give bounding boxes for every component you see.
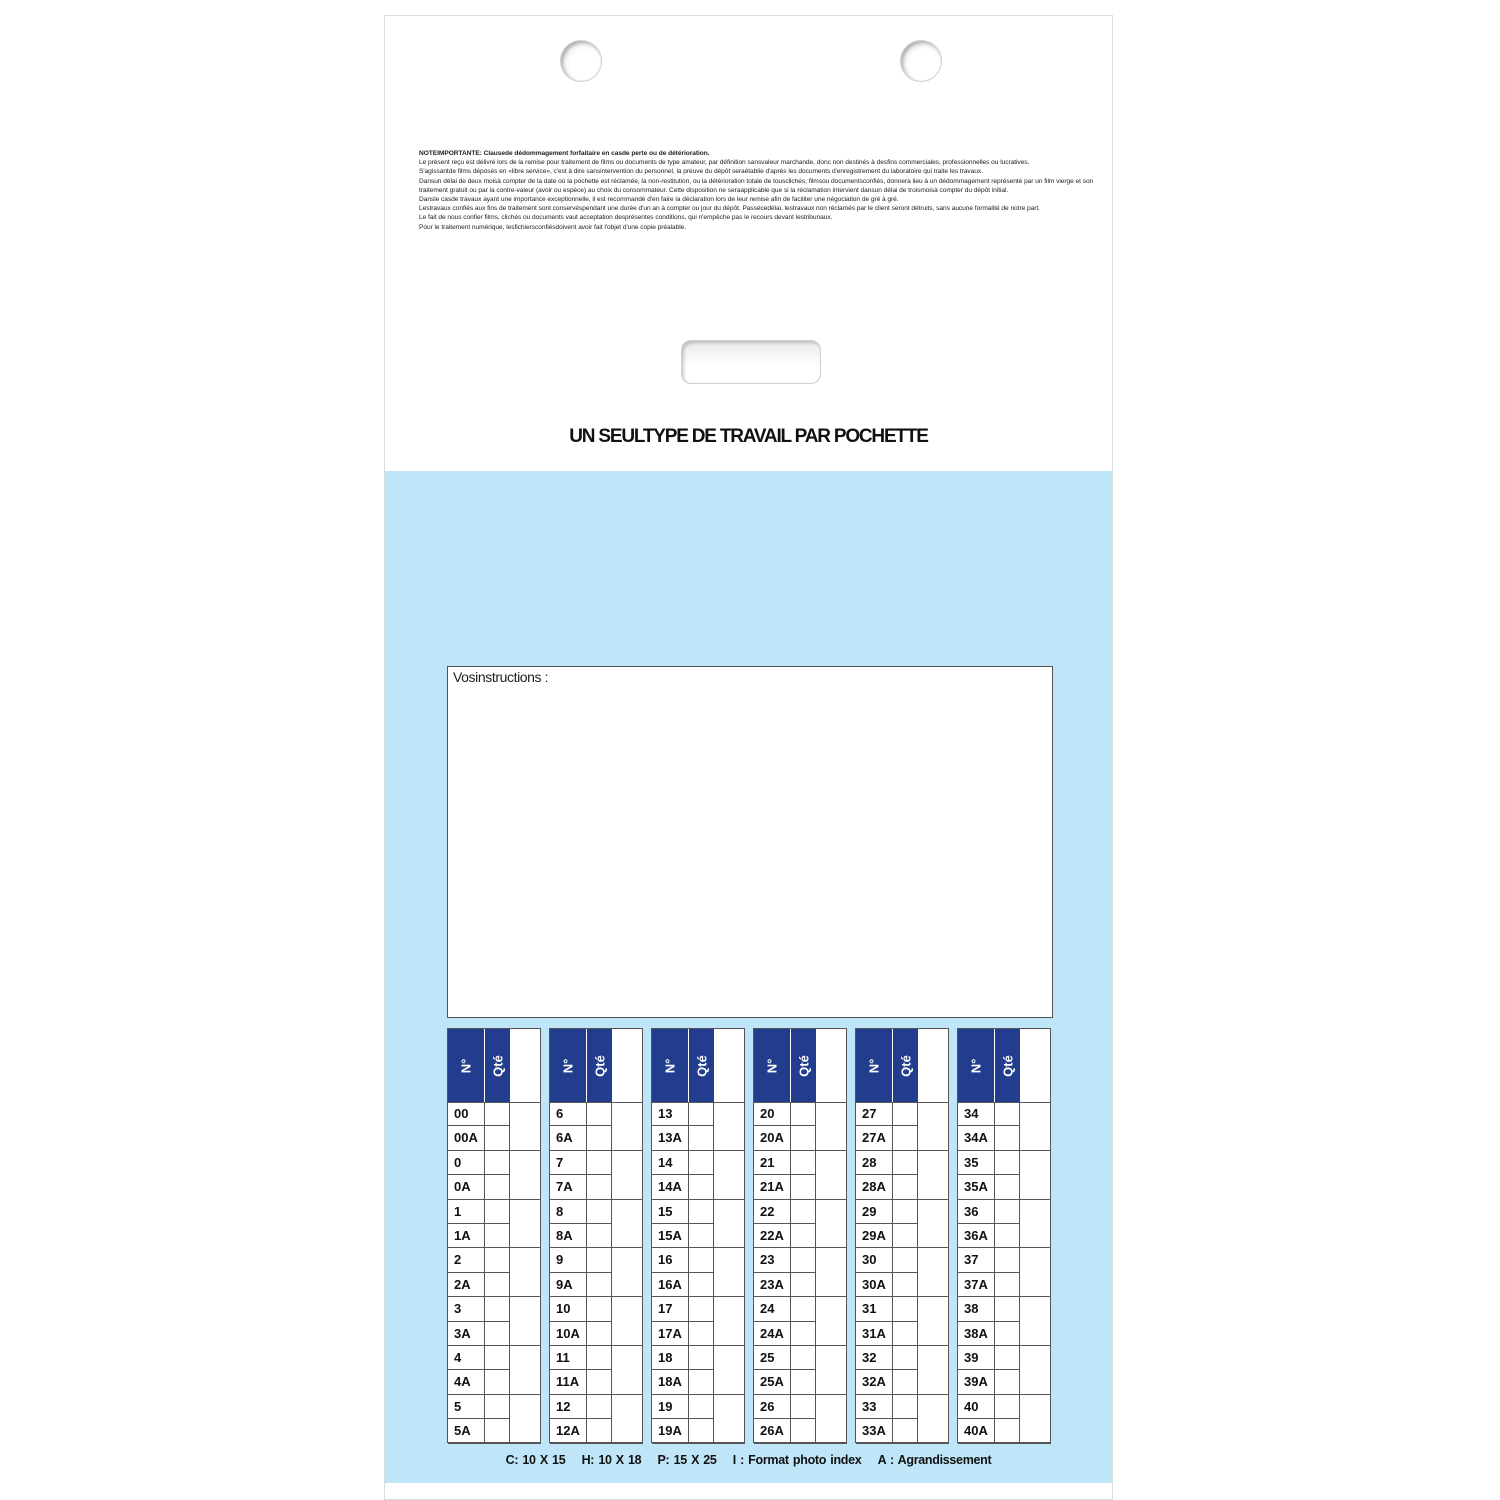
order-row[interactable] [958, 1248, 1019, 1272]
header-quantity-label: Qté [1000, 1054, 1015, 1077]
frame-number: 12A [556, 1423, 580, 1439]
order-row[interactable] [856, 1151, 917, 1175]
order-row[interactable] [856, 1297, 917, 1321]
pair-cell[interactable] [611, 1200, 643, 1249]
column-divider [688, 1102, 689, 1442]
pair-cell[interactable] [1019, 1395, 1051, 1444]
header-quantity-label: Qté [694, 1054, 709, 1077]
frame-number: 4A [454, 1374, 471, 1390]
frame-number: 30A [862, 1276, 886, 1292]
frame-number: 34A [964, 1130, 988, 1146]
frame-number: 25 [760, 1350, 775, 1365]
column-divider [611, 1102, 612, 1442]
frame-number: 32A [862, 1374, 886, 1390]
pair-cell[interactable] [1019, 1248, 1051, 1297]
order-row[interactable] [550, 1322, 611, 1346]
order-row[interactable] [958, 1297, 1019, 1321]
legal-paragraph: Lestravaux confiés aux fins de traitement sont conservéspendant une durée d'un an à compter ou jour du dépôt. Passécedélai, lestravaux non réclamés par le client seront détruits, sans aucune formalité de notre part. [419, 205, 1040, 213]
header-quantity-label: Qté [592, 1054, 607, 1077]
order-row[interactable] [652, 1224, 713, 1248]
order-row[interactable] [754, 1273, 815, 1297]
order-row[interactable] [958, 1126, 1019, 1150]
order-row[interactable] [550, 1297, 611, 1321]
column-divider [586, 1102, 587, 1442]
order-row[interactable] [754, 1346, 815, 1370]
order-row[interactable] [550, 1175, 611, 1199]
frame-number: 00A [454, 1130, 478, 1146]
pair-cell[interactable] [815, 1200, 847, 1249]
order-row[interactable] [448, 1297, 509, 1321]
frame-number: 9 [556, 1252, 564, 1268]
order-row[interactable] [856, 1273, 917, 1297]
frame-number: 13 [658, 1106, 673, 1121]
order-row[interactable] [856, 1322, 917, 1346]
pair-cell[interactable] [917, 1200, 949, 1249]
order-column [447, 1028, 541, 1443]
column-divider [815, 1102, 816, 1442]
header-number-label: N° [560, 1058, 576, 1073]
pair-cell[interactable] [713, 1395, 745, 1444]
order-row[interactable] [958, 1273, 1019, 1297]
pair-cell[interactable] [611, 1297, 643, 1346]
frame-number: 8A [556, 1228, 573, 1243]
frame-number: 25A [760, 1374, 784, 1390]
order-row[interactable] [448, 1175, 509, 1199]
pair-cell[interactable] [815, 1248, 847, 1297]
pair-cell[interactable] [611, 1346, 643, 1395]
frame-number: 22 [760, 1203, 775, 1219]
frame-number: 0A [454, 1179, 471, 1195]
legal-paragraph: Le fait de nous confier films, clichés ou documents vaut acceptation desprésentes conditions, qui n'empêche pas le recours devant lestribunaux. [419, 214, 833, 222]
order-row[interactable] [958, 1395, 1019, 1419]
frame-number: 11 [556, 1350, 570, 1365]
header-quantity-label: Qté [796, 1054, 811, 1077]
format-legend [385, 1453, 1112, 1467]
frame-number: 32 [862, 1350, 877, 1365]
frame-number: 0 [454, 1154, 462, 1170]
frame-number: 3A [454, 1325, 471, 1341]
pair-cell[interactable] [713, 1151, 745, 1200]
frame-number: 16A [658, 1276, 682, 1292]
order-row[interactable] [754, 1370, 815, 1394]
header-number-label: N° [458, 1058, 474, 1073]
header-number [754, 1029, 790, 1102]
frame-number: 00 [454, 1106, 469, 1121]
order-row[interactable] [652, 1151, 713, 1175]
order-row[interactable] [652, 1346, 713, 1370]
header-quantity [586, 1029, 612, 1102]
order-row[interactable] [550, 1395, 611, 1419]
punch-hole-left [560, 40, 602, 82]
order-row[interactable] [856, 1419, 917, 1443]
order-row[interactable] [754, 1224, 815, 1248]
frame-number: 4 [454, 1350, 462, 1365]
order-row[interactable] [448, 1126, 509, 1150]
frame-number: 40A [964, 1423, 988, 1439]
frame-number: 15 [658, 1203, 673, 1219]
legend-item: H: 10 X 18 [581, 1453, 642, 1467]
order-row[interactable] [958, 1200, 1019, 1224]
frame-number: 33A [862, 1423, 886, 1439]
header-quantity [994, 1029, 1020, 1102]
frame-number: 29A [862, 1228, 886, 1243]
frame-number: 5 [454, 1398, 462, 1414]
order-row[interactable] [754, 1102, 815, 1126]
frame-number: 36A [964, 1228, 988, 1243]
column-divider [713, 1102, 714, 1442]
pair-cell[interactable] [1019, 1297, 1051, 1346]
order-row[interactable] [958, 1102, 1019, 1126]
order-row[interactable] [550, 1200, 611, 1224]
order-row[interactable] [448, 1419, 509, 1443]
frame-number: 14A [658, 1179, 682, 1195]
legal-paragraph: Pour le traitement numérique, lesfichiersconfiésdoivent avoir fait l'objet d'une copie préalable. [419, 223, 687, 231]
pair-cell[interactable] [917, 1102, 949, 1151]
order-row[interactable] [754, 1126, 815, 1150]
legal-paragraph: S'agissantde films déposés en «libre service», c'est à dire sansintervention du personnel, la preuve du dépôt seraétablie d'après les documents d'enregistrement du laboratoire qui traite les travaux. [419, 168, 983, 176]
header-quantity-label: Qté [898, 1054, 913, 1077]
frame-number: 38 [964, 1301, 979, 1317]
order-row[interactable] [754, 1175, 815, 1199]
frame-number: 13A [658, 1130, 682, 1146]
column-divider [790, 1102, 791, 1442]
order-row[interactable] [448, 1370, 509, 1394]
pair-cell[interactable] [917, 1395, 949, 1444]
pair-cell[interactable] [917, 1297, 949, 1346]
hanging-slot [681, 340, 821, 384]
frame-number: 31A [862, 1325, 886, 1341]
frame-number: 28A [862, 1179, 886, 1195]
header-number [448, 1029, 484, 1102]
column-divider [917, 1102, 918, 1442]
pair-cell[interactable] [611, 1151, 643, 1200]
order-column [753, 1028, 847, 1443]
order-row[interactable] [652, 1370, 713, 1394]
order-row[interactable] [856, 1175, 917, 1199]
frame-number: 14 [658, 1154, 673, 1170]
order-row[interactable] [448, 1322, 509, 1346]
order-row[interactable] [754, 1200, 815, 1224]
frame-number: 7 [556, 1154, 564, 1170]
order-column [549, 1028, 643, 1443]
pair-cell[interactable] [713, 1102, 745, 1151]
header-quantity [790, 1029, 816, 1102]
header-number-label: N° [968, 1058, 984, 1073]
frame-number: 35 [964, 1154, 979, 1170]
frame-number: 17A [658, 1325, 682, 1341]
order-row[interactable] [550, 1248, 611, 1272]
order-row[interactable] [448, 1200, 509, 1224]
column-divider [1019, 1102, 1020, 1442]
pair-cell[interactable] [509, 1151, 541, 1200]
order-row[interactable] [448, 1248, 509, 1272]
order-row[interactable] [448, 1346, 509, 1370]
frame-number: 8 [556, 1203, 564, 1219]
frame-number: 15A [658, 1228, 682, 1243]
header-number [652, 1029, 688, 1102]
frame-number: 9A [556, 1276, 573, 1292]
order-row[interactable] [754, 1248, 815, 1272]
frame-number: 20 [760, 1106, 775, 1121]
pair-cell[interactable] [713, 1346, 745, 1395]
order-row[interactable] [550, 1102, 611, 1126]
frame-number: 26 [760, 1398, 775, 1414]
frame-number: 29 [862, 1203, 877, 1219]
pair-cell[interactable] [509, 1200, 541, 1249]
pair-cell[interactable] [1019, 1200, 1051, 1249]
frame-number: 19A [658, 1423, 682, 1439]
instructions-label: Vosinstructions : [453, 669, 549, 685]
frame-number: 40 [964, 1398, 979, 1414]
frame-number: 21A [760, 1179, 784, 1195]
frame-number: 34 [964, 1106, 979, 1121]
frame-number: 17 [658, 1301, 673, 1317]
frame-number: 38A [964, 1325, 988, 1341]
legend-item: C: 10 X 15 [505, 1453, 566, 1467]
frame-number: 35A [964, 1179, 988, 1195]
order-row[interactable] [652, 1102, 713, 1126]
pair-cell[interactable] [509, 1346, 541, 1395]
header-number-label: N° [764, 1058, 780, 1073]
frame-number: 18A [658, 1374, 682, 1390]
order-column [651, 1028, 745, 1443]
frame-number: 21 [760, 1154, 775, 1170]
order-row[interactable] [550, 1224, 611, 1248]
frame-number: 23 [760, 1252, 775, 1268]
order-row[interactable] [958, 1370, 1019, 1394]
frame-number: 20A [760, 1130, 784, 1146]
order-row[interactable] [448, 1224, 509, 1248]
pair-cell[interactable] [713, 1248, 745, 1297]
header-number-label: N° [662, 1058, 678, 1073]
pair-cell[interactable] [917, 1248, 949, 1297]
pair-cell[interactable] [1019, 1102, 1051, 1151]
order-row[interactable] [856, 1346, 917, 1370]
order-row[interactable] [652, 1395, 713, 1419]
header-number [856, 1029, 892, 1102]
order-row[interactable] [550, 1273, 611, 1297]
frame-number: 5A [454, 1423, 471, 1439]
order-row[interactable] [550, 1151, 611, 1175]
frame-number: 6 [556, 1106, 564, 1121]
frame-number: 36 [964, 1203, 979, 1219]
frame-number: 23A [760, 1276, 784, 1292]
banner-title: UN SEULTYPE DE TRAVAIL PAR POCHETTE [569, 426, 928, 447]
frame-number: 19 [658, 1398, 673, 1414]
order-row[interactable] [652, 1322, 713, 1346]
legal-paragraph: Dansun délai de deux moisà compter de la date où la pochette est réclamée, la non-restitution, ou la détérioration totale de tousclichés, filmsou documentsconfiés, donnera lieu à un dédommagement représenté par un film vierge et son traitement gratuit ou par la contre-valeur (avoir ou espèce) au choix du consommateur. Cette disposition ne seraapplicable que si la réclamation intervient dansun délai de troismoisà compter du dépôt initial. [419, 177, 1094, 194]
frame-number: 24A [760, 1325, 784, 1341]
pair-cell[interactable] [1019, 1346, 1051, 1395]
header-quantity [892, 1029, 918, 1102]
frame-number: 24 [760, 1301, 775, 1317]
order-row[interactable] [754, 1322, 815, 1346]
frame-number: 7A [556, 1179, 573, 1195]
order-row[interactable] [856, 1102, 917, 1126]
order-row[interactable] [958, 1151, 1019, 1175]
frame-number: 22A [760, 1228, 784, 1243]
pair-cell[interactable] [917, 1346, 949, 1395]
order-row[interactable] [652, 1248, 713, 1272]
frame-number: 2 [454, 1252, 462, 1268]
order-row[interactable] [856, 1200, 917, 1224]
frame-number: 6A [556, 1130, 573, 1146]
legal-heading: NOTEIMPORTANTE: Clausede dédommagement forfaitaire en casde perte ou de détérioration. [419, 150, 710, 157]
order-row[interactable] [652, 1200, 713, 1224]
pair-cell[interactable] [713, 1297, 745, 1346]
frame-number: 3 [454, 1301, 462, 1317]
order-row[interactable] [652, 1175, 713, 1199]
order-row[interactable] [754, 1151, 815, 1175]
pair-cell[interactable] [815, 1102, 847, 1151]
pair-cell[interactable] [815, 1395, 847, 1444]
order-row[interactable] [652, 1297, 713, 1321]
order-row[interactable] [856, 1224, 917, 1248]
order-row[interactable] [958, 1175, 1019, 1199]
order-row[interactable] [856, 1248, 917, 1272]
frame-number: 1 [454, 1203, 462, 1219]
frame-number: 30 [862, 1252, 877, 1268]
pair-cell[interactable] [611, 1102, 643, 1151]
legend-item: I : Format photo index [732, 1453, 862, 1467]
order-row[interactable] [958, 1224, 1019, 1248]
frame-number: 33 [862, 1398, 877, 1414]
frame-number: 10 [556, 1301, 571, 1317]
pair-cell[interactable] [611, 1395, 643, 1444]
pair-cell[interactable] [917, 1151, 949, 1200]
order-column [957, 1028, 1051, 1443]
legal-paragraph: Le présent reçu est délivré lors de la remise pour traitement de films ou documents de type amateur, par définition sansvaleur marchande, donc non destinés à desfins commerciales, professionnelles ou lucratives. [419, 159, 1030, 167]
order-row[interactable] [754, 1297, 815, 1321]
pair-cell[interactable] [815, 1297, 847, 1346]
frame-number: 1A [454, 1228, 471, 1243]
pair-cell[interactable] [713, 1200, 745, 1249]
column-divider [484, 1102, 485, 1442]
legend-item: A : Agrandissement [877, 1453, 992, 1467]
order-row[interactable] [652, 1419, 713, 1443]
frame-number: 27A [862, 1130, 886, 1146]
order-row[interactable] [448, 1102, 509, 1126]
order-row[interactable] [550, 1346, 611, 1370]
frame-number: 26A [760, 1423, 784, 1439]
pair-cell[interactable] [611, 1248, 643, 1297]
frame-number: 18 [658, 1350, 673, 1365]
header-number [958, 1029, 994, 1102]
column-divider [994, 1102, 995, 1442]
order-row[interactable] [754, 1395, 815, 1419]
frame-number: 37A [964, 1276, 988, 1292]
header-quantity [688, 1029, 714, 1102]
frame-number: 2A [454, 1276, 471, 1292]
order-row[interactable] [550, 1126, 611, 1150]
pair-cell[interactable] [815, 1346, 847, 1395]
frame-number: 11A [556, 1374, 580, 1390]
order-row[interactable] [652, 1273, 713, 1297]
punch-hole-right [900, 40, 942, 82]
frame-number: 27 [862, 1106, 877, 1121]
order-row[interactable] [856, 1395, 917, 1419]
pair-cell[interactable] [509, 1297, 541, 1346]
frame-number: 37 [964, 1252, 979, 1268]
order-row[interactable] [550, 1419, 611, 1443]
order-row[interactable] [550, 1370, 611, 1394]
header-number-label: N° [866, 1058, 882, 1073]
legal-paragraph: Dansle casde travaux ayant une importance exceptionnelle, il est recommandé d'en faire la déclaration lors de leur remise afin de faciliter une négociation de gré à gré. [419, 196, 899, 204]
frame-number: 10A [556, 1325, 580, 1341]
pair-cell[interactable] [509, 1248, 541, 1297]
order-row[interactable] [754, 1419, 815, 1443]
order-row[interactable] [958, 1419, 1019, 1443]
order-row[interactable] [448, 1273, 509, 1297]
header-number [550, 1029, 586, 1102]
column-divider [892, 1102, 893, 1442]
order-row[interactable] [652, 1126, 713, 1150]
order-row[interactable] [856, 1126, 917, 1150]
pair-cell[interactable] [1019, 1151, 1051, 1200]
frame-number: 39A [964, 1374, 988, 1390]
frame-number: 28 [862, 1154, 877, 1170]
order-row[interactable] [856, 1370, 917, 1394]
frame-number: 31 [862, 1301, 877, 1317]
frame-number: 12 [556, 1398, 571, 1414]
pair-cell[interactable] [815, 1151, 847, 1200]
frame-number: 39 [964, 1350, 979, 1365]
order-row[interactable] [448, 1151, 509, 1175]
order-row[interactable] [958, 1322, 1019, 1346]
frame-number: 16 [658, 1252, 673, 1268]
order-row[interactable] [958, 1346, 1019, 1370]
order-row[interactable] [448, 1395, 509, 1419]
legal-notice [419, 149, 1099, 232]
header-quantity [484, 1029, 510, 1102]
pair-cell[interactable] [509, 1102, 541, 1151]
order-column [855, 1028, 949, 1443]
legend-item: P: 15 X 25 [657, 1453, 717, 1467]
instructions-box[interactable] [447, 666, 1053, 1018]
header-quantity-label: Qté [490, 1054, 505, 1077]
pair-cell[interactable] [509, 1395, 541, 1444]
photo-envelope [384, 15, 1113, 1500]
column-divider [509, 1102, 510, 1442]
